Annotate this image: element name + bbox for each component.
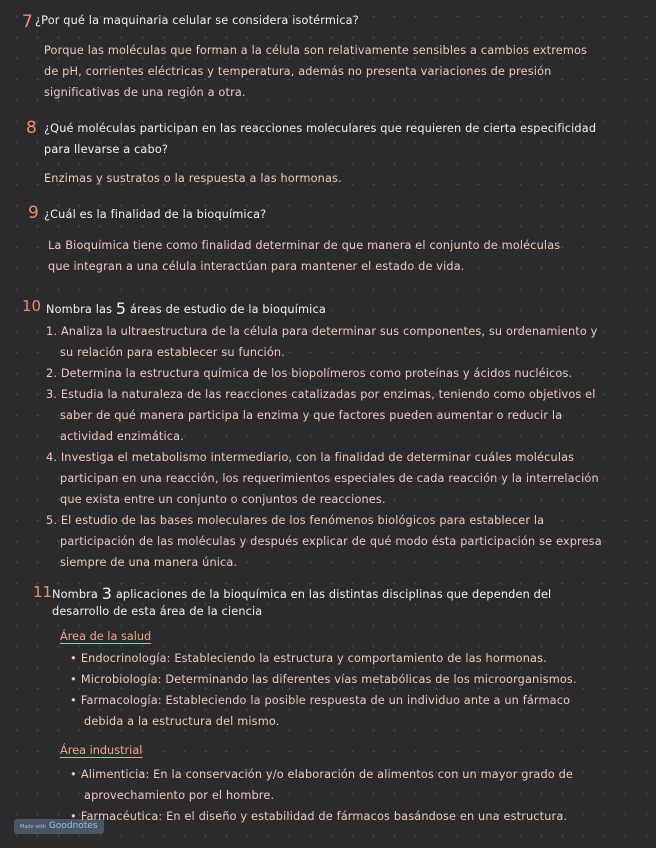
- industrial-item-1-continued: aprovechamiento por el hombre.: [84, 789, 275, 802]
- question-number-7: 7: [22, 12, 33, 32]
- question-number-10: 10: [22, 297, 42, 315]
- answer-7-line-2: de pH, corrientes eléctricas y temperatura, además no presenta variaciones de presión: [44, 65, 552, 78]
- salud-item-2: • Microbiología: Determinando las diferentes vías metabólicas de los microorganismos.: [70, 673, 577, 686]
- question-number-8: 8: [26, 118, 37, 138]
- question-number-9: 9: [28, 203, 39, 223]
- salud-item-3-continued: debida a la estructura del mismo.: [84, 715, 280, 728]
- bullet-icon: •: [70, 810, 77, 823]
- industrial-item-2: • Farmacéutica: En el diseño y estabilidad de fármacos basándose en una estructura.: [70, 810, 568, 823]
- bullet-icon: •: [70, 694, 77, 707]
- list-item-3-line-3: actividad enzimática.: [60, 430, 184, 443]
- salud-item-3: • Farmacología: Estableciendo la posible respuesta de un individuo ante a un fármaco: [70, 694, 571, 707]
- list-item-4-line-3: que exista entre un conjunto o conjuntos de reacciones.: [60, 493, 386, 506]
- list-item-1-line-2: su relación para establecer su función.: [60, 346, 285, 359]
- list-item-3-line-2: saber de qué manera participa la enzima y que factores pueden aumentar o reducir la: [60, 409, 563, 422]
- list-item-4-line-1: 4. Investiga el metabolismo intermediario, con la finalidad de determinar cuáles moléculas: [46, 451, 575, 464]
- list-item-3-line-1: 3. Estudia la naturaleza de las reacciones catalizadas por enzimas, teniendo como objetivos el: [46, 388, 596, 401]
- answer-9-line-1: La Bioquímica tiene como finalidad determinar de que manera el conjunto de moléculas: [48, 239, 561, 252]
- list-item-2: 2. Determina la estructura química de los biopolímeros como proteínas y ácidos nucléicos.: [46, 367, 573, 380]
- question-11-count: 3: [101, 584, 113, 603]
- bullet-icon: •: [70, 768, 77, 781]
- question-10-count: 5: [115, 299, 127, 318]
- answer-9-line-2: que integran a una célula interactúan para mantener el estado de vida.: [48, 260, 465, 273]
- industrial-item-1: • Alimenticia: En la conservación y/o elaboración de alimentos con un mayor grado de: [70, 768, 573, 781]
- goodnotes-watermark: Made with Goodnotes: [14, 819, 104, 834]
- question-11-line-2: desarrollo de esta área de la ciencia: [52, 605, 263, 618]
- bullet-icon: •: [70, 652, 77, 665]
- list-item-5-line-3: siempre de una manera única.: [60, 556, 238, 569]
- salud-item-1: • Endocrinología: Estableciendo la estructura y comportamiento de las hormonas.: [70, 652, 547, 665]
- question-8-line-1: ¿Qué moléculas participan en las reacciones moleculares que requieren de cierta especificidad: [44, 122, 597, 135]
- list-item-4-line-2: participan en una reacción, los requerimientos especiales de cada reacción y la interrelación: [60, 472, 599, 485]
- list-item-1-line-1: 1. Analiza la ultraestructura de la célula para determinar sus componentes, su ordenamiento y: [46, 325, 598, 338]
- question-number-11: 11: [33, 583, 53, 601]
- bullet-icon: •: [70, 673, 77, 686]
- question-11-line-1: Nombra 3 aplicaciones de la bioquímica en las distintas disciplinas que dependen del: [52, 584, 552, 603]
- question-7-text: ¿Por qué la maquinaria celular se considera isotérmica?: [35, 14, 359, 27]
- subheading-salud: Área de la salud: [60, 630, 152, 643]
- answer-7-line-3: significativas de una región a otra.: [44, 86, 246, 99]
- question-10-text: Nombra las 5 áreas de estudio de la bioquímica: [46, 299, 326, 318]
- question-9-text: ¿Cuál es la finalidad de la bioquímica?: [44, 208, 267, 221]
- answer-8: Enzimas y sustratos o la respuesta a las hormonas.: [44, 172, 342, 185]
- list-item-5-line-2: participación de las moléculas y después explicar de qué modo ésta participación se expresa: [60, 535, 602, 548]
- subheading-industrial: Área industrial: [60, 744, 143, 757]
- question-8-line-2: para llevarse a cabo?: [44, 143, 169, 156]
- answer-7-line-1: Porque las moléculas que forman a la célula son relativamente sensibles a cambios extremos: [44, 44, 588, 57]
- list-item-5-line-1: 5. El estudio de las bases moleculares de los fenómenos biológicos para establecer la: [46, 514, 545, 527]
